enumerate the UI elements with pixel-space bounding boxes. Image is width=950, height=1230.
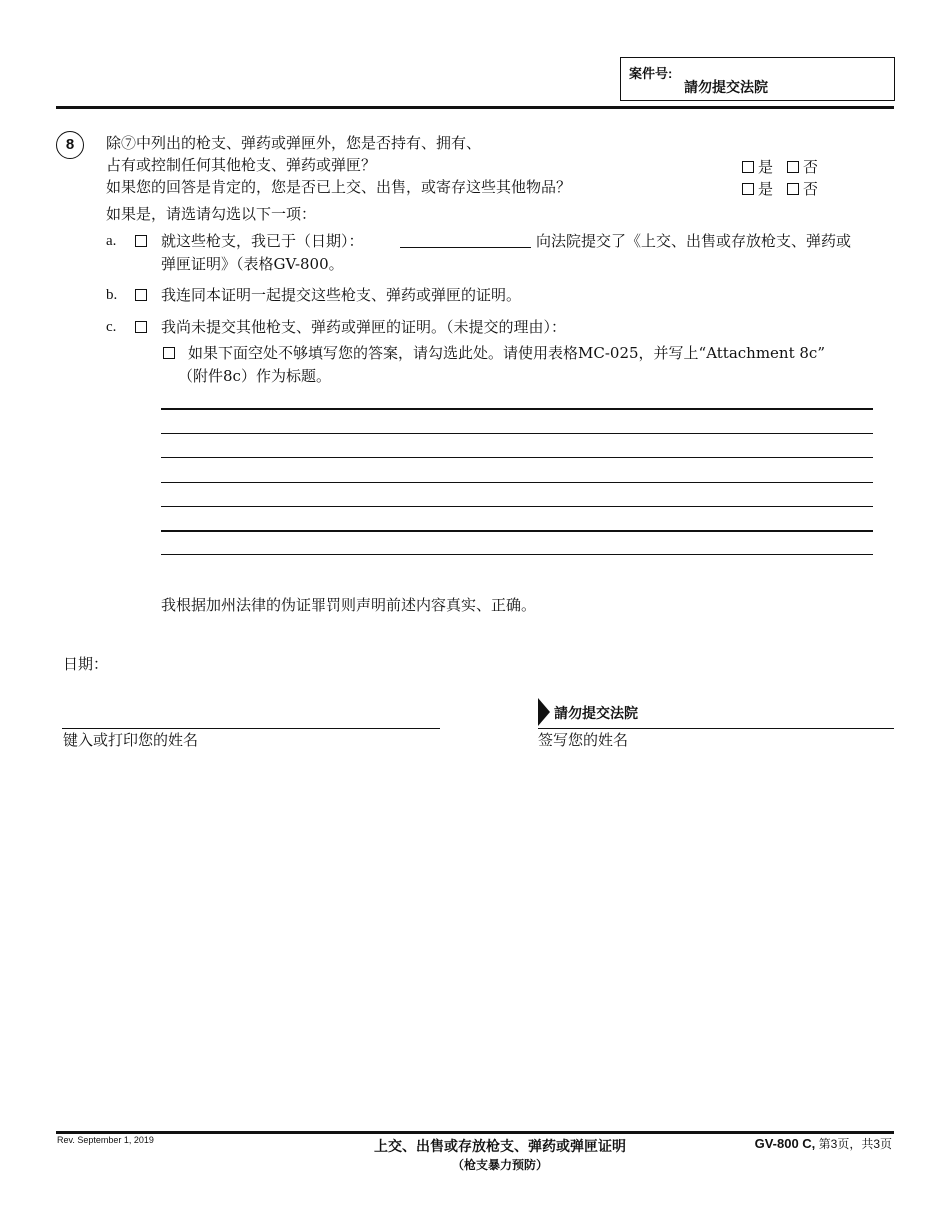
question-line-3: 如果您的回答是肯定的，您是否已上交、出售，或寄存这些其他物品？ [106, 178, 572, 196]
signature-line[interactable] [538, 728, 894, 729]
footer-subtitle: （枪支暴力预防） [451, 1158, 548, 1172]
yes-label-2: 是 [758, 180, 774, 198]
option-a-text-before: 就这些枪支，我已于（日期）： [161, 232, 364, 250]
signature-label: 签写您的姓名 [538, 731, 629, 749]
option-b-checkbox[interactable] [135, 289, 147, 301]
name-line[interactable] [62, 728, 440, 729]
case-number-box [620, 57, 895, 101]
answer-line-3[interactable] [161, 457, 873, 458]
attachment-line-1: 如果下面空处不够填写您的答案，请勾选此处。请使用表格MC-025，并写上“Attachment 8c” [188, 344, 826, 362]
section-number-circle [56, 131, 84, 159]
answer-line-4[interactable] [161, 482, 873, 483]
question-line-2: 占有或控制任何其他枪支、弹药或弹匣？ [106, 156, 377, 174]
no-checkbox-2[interactable] [787, 183, 799, 195]
footer-rule [56, 1131, 894, 1134]
page-info: 第3页，共3页 [818, 1137, 892, 1151]
option-c-checkbox[interactable] [135, 321, 147, 333]
no-checkbox-1[interactable] [787, 161, 799, 173]
option-a-text-after: 向法院提交了《上交、出售或存放枪支、弹药或 [536, 232, 852, 250]
name-label: 键入或打印您的姓名 [63, 731, 199, 749]
option-a-checkbox[interactable] [135, 235, 147, 247]
yes-checkbox-2[interactable] [742, 183, 754, 195]
perjury-declaration: 我根据加州法律的伪证罪罚则声明前述内容真实、正确。 [161, 596, 537, 614]
date-label: 日期： [63, 655, 109, 673]
option-b-text: 我连同本证明一起提交这些枪支、弹药或弹匣的证明。 [161, 286, 522, 304]
header-rule [56, 106, 894, 109]
footer-title: 上交、出售或存放枪支、弹药或弹匣证明 [374, 1138, 626, 1154]
case-number-label: 案件号: [629, 66, 673, 81]
no-label-1: 否 [803, 158, 819, 176]
option-a-text-line2: 弹匣证明》（表格GV-800。 [161, 255, 344, 273]
answer-line-6[interactable] [161, 530, 873, 532]
form-id-block [755, 1135, 892, 1152]
answer-line-7[interactable] [161, 554, 873, 555]
section-number: 8 [65, 136, 75, 153]
revision-date: Rev. September 1, 2019 [57, 1135, 154, 1145]
answer-line-1[interactable] [161, 408, 873, 410]
answer-line-5[interactable] [161, 506, 873, 507]
yes-label-1: 是 [758, 158, 774, 176]
attachment-checkbox[interactable] [163, 347, 175, 359]
do-not-file-signature: 請勿提交法院 [554, 705, 638, 721]
answer-line-2[interactable] [161, 433, 873, 434]
no-label-2: 否 [803, 180, 819, 198]
option-c-text: 我尚未提交其他枪支、弹药或弹匣的证明。（未提交的理由）： [161, 318, 567, 336]
form-id: GV-800 C, [754, 1136, 816, 1151]
option-b-letter: b. [106, 287, 118, 303]
option-c-letter: c. [106, 319, 117, 335]
if-yes-instruction: 如果是，请选请勾选以下一项： [106, 205, 317, 223]
option-a-letter: a. [106, 233, 117, 249]
question-line-1: 除⑦中列出的枪支、弹药或弹匣外，您是否持有、拥有、 [106, 134, 482, 152]
attachment-line-2: （附件8c）作为标题。 [178, 367, 331, 385]
yes-checkbox-1[interactable] [742, 161, 754, 173]
case-number-value[interactable]: 請勿提交法院 [684, 79, 768, 95]
option-a-date-field[interactable] [400, 247, 531, 248]
arrow-icon [538, 698, 550, 726]
yes-no-row-1 [742, 156, 818, 177]
yes-no-row-2 [742, 178, 818, 199]
